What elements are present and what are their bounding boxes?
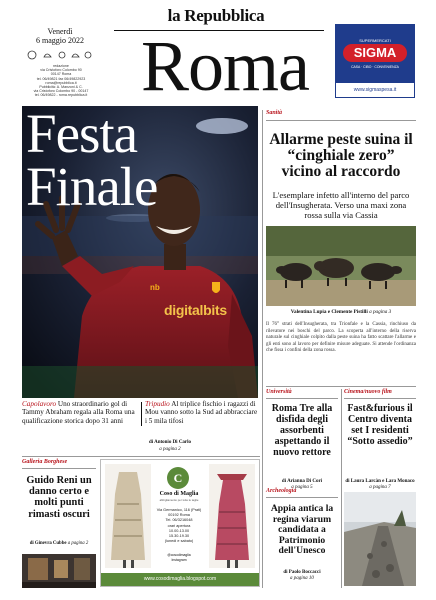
column-divider: [262, 110, 263, 588]
appia-photo: [344, 492, 416, 586]
column-cinema: [344, 389, 416, 490]
coso-address: Via Germanico, 116 (Prati): [156, 508, 202, 512]
borghese-byline: [22, 541, 96, 546]
byline: Valentina Lupia e Clemente Pistilli: [290, 309, 368, 315]
imprint-line: via Cristoforo Colombo 90 - 00147: [33, 89, 89, 94]
imprint-line: tel. 06/49821 fax 06/49822923: [36, 76, 86, 81]
column-divider-inner: [341, 389, 342, 588]
lead-headline-line2: Finale: [26, 156, 158, 217]
archeologia-byline: [266, 570, 338, 582]
right-story: [266, 110, 416, 220]
right-headline: Allarme peste suina il “cinghiale zero” vicino al raccordo: [269, 131, 413, 180]
archeologia-story: [266, 488, 338, 581]
sigma-url[interactable]: www.sigmaspesa.it: [353, 87, 397, 93]
section-rule: [266, 120, 416, 121]
caption-text: Uno straordinario gol di Tammy Abraham regala alla Roma una qualificazione storica dopo 31 anni: [22, 400, 135, 425]
borghese-photo: [22, 554, 96, 588]
caption-text: Al triplice fischio i ragazzi di Mou vanno sotto la Sud ad abbracciare i 5 mila tifosi: [145, 400, 258, 425]
caption-label: Capolavoro: [22, 400, 57, 408]
wild-boars-photo: [266, 226, 416, 306]
borghese-story: [22, 459, 96, 546]
coso-instagram[interactable]: Instagram: [171, 558, 187, 562]
right-body: Il 76° strati dell'Insugherata, tra Trionfale e la Cassia, rinchiuso da rilevatore nei boschi del parco. La scoperta all'interno della riserva naturale sul cinghiale colpito dalla peste suina ha fatto scattare l'allarme e gli enti sono al lavoro per definire misure adeguate. Si attende l'ordinanza che fissa i confini della zona rossa.: [266, 322, 416, 354]
coso-info: [153, 508, 205, 544]
section-rule: [344, 398, 416, 399]
section-rule: [266, 398, 338, 399]
bottom-rule: [22, 456, 260, 457]
coso-hours2: 15.30-19.30: [168, 534, 190, 539]
imprint-line: Pubblicità: A. Manzoni & C.: [39, 85, 83, 90]
column-headline: Roma Tre alla disfida degli assorbenti aspettando il nuovo rettore: [271, 403, 333, 458]
coso-hours-label: orari apertura: [167, 523, 191, 528]
sigma-tagline: CASA · CIBO · CONVENIENZA: [351, 65, 399, 69]
issue-day: Venerdì: [47, 27, 73, 36]
svg-text:nb: nb: [150, 283, 160, 292]
sigma-ad[interactable]: [335, 24, 415, 98]
coso-social-handle[interactable]: @cosodimaglia: [167, 553, 191, 557]
coso-ad[interactable]: [100, 459, 260, 587]
byline: di Antonio Di Carlo: [148, 440, 192, 445]
section-rule: [22, 468, 96, 469]
column-universita: [266, 389, 338, 490]
byline: di Arianna Di Cori: [281, 479, 323, 484]
dress-photo-left: [105, 464, 151, 568]
page-ref: a pagina 2: [67, 541, 89, 546]
lead-caption-right: [145, 400, 260, 425]
right-subhead: L'esemplare infetto all'interno del parco dell'Insugherata. Verso una maxi zona rossa sulla via Cassia: [272, 190, 410, 220]
page-ref: a pagina 2: [159, 447, 181, 452]
caption-divider: [141, 402, 142, 426]
imprint-line: tel. 06/49822 - roma.repubblica.it: [34, 93, 88, 98]
page-ref: a pagina 5: [291, 485, 313, 490]
lead-headline: [26, 106, 158, 217]
paper-name: la Repubblica: [167, 6, 265, 25]
right-byline: [266, 309, 416, 315]
boar-photo: [266, 226, 416, 306]
section-label: Archeologia: [266, 488, 297, 494]
coso-url-band: [101, 573, 259, 586]
imprint: [22, 64, 100, 98]
lead-caption-left: [22, 400, 138, 425]
section-label: Sanità: [266, 110, 283, 116]
sigma-brand: SIGMA: [353, 45, 397, 60]
right-bottom-rule: [266, 386, 416, 387]
coso-url[interactable]: www.cosodimaglia.blogspot.com: [143, 576, 217, 582]
jersey-sponsor: digitalbits: [164, 302, 227, 318]
borghese-headline: Guido Reni un danno certo e molti punti rimasti oscuri: [26, 475, 92, 520]
svg-text:C: C: [173, 471, 183, 485]
column-byline: [344, 479, 416, 491]
section-label: Galleria Borghese: [22, 459, 68, 465]
coso-logo-icon: [163, 466, 193, 490]
page-ref: a pagina 7: [369, 485, 391, 490]
sigma-url-band: [335, 82, 415, 98]
caption-label: Tripudio: [145, 400, 170, 408]
coso-city: 00192 Roma: [168, 513, 190, 518]
gallery-photo: [22, 554, 96, 588]
byline: di Ginevra Cubbe: [29, 541, 67, 546]
lead-photo: [22, 106, 258, 398]
section-label: Università: [266, 389, 292, 395]
imprint-line: via Cristoforo Colombo 90: [40, 68, 82, 73]
appia-antica-photo: [344, 492, 416, 586]
imprint-line: redazione: [53, 64, 69, 68]
coso-closed: (lunedì e sabato): [164, 539, 194, 544]
edition-title: Roma: [141, 26, 309, 106]
page-ref: a pagina 10: [290, 576, 314, 581]
issue-date: 6 maggio 2022: [36, 36, 84, 45]
dress-photo-right: [209, 464, 255, 568]
column-headline: Fast&furious il Centro diventa set I residenti “Sotto assedio”: [347, 403, 413, 447]
coso-phone: Tel. 06/3216048: [165, 518, 193, 523]
imprint-line: roma@repubblica.it: [45, 80, 77, 85]
byline: di Laura Larcàn e Lara Monaco: [345, 479, 415, 484]
sigma-logo: [343, 44, 407, 62]
archeologia-headline: Appia antica la regina viarum candidata a Patrimonio dell'Unesco: [270, 503, 334, 557]
coso-brand: Coso di Maglia: [159, 491, 199, 497]
masthead: [0, 0, 436, 104]
section-rule: [266, 497, 338, 498]
weather-icons: [26, 48, 94, 62]
section-label: Cinema/nuovo film: [344, 389, 392, 395]
page-ref: a pagina 3: [369, 309, 392, 315]
lead-byline: [110, 439, 230, 453]
coso-social: [153, 553, 205, 563]
sigma-kicker: SUPERMERCATI: [359, 38, 391, 43]
coso-hours1: 10.00-13.00: [168, 528, 190, 533]
lead-headline-line1: Festa: [26, 106, 138, 164]
coso-logo: [163, 466, 193, 490]
imprint-line: 00147 Roma: [50, 72, 72, 77]
coso-tagline: abbigliamento per tutte le taglie: [159, 498, 199, 502]
byline: di Paolo Boccacci: [283, 570, 321, 575]
